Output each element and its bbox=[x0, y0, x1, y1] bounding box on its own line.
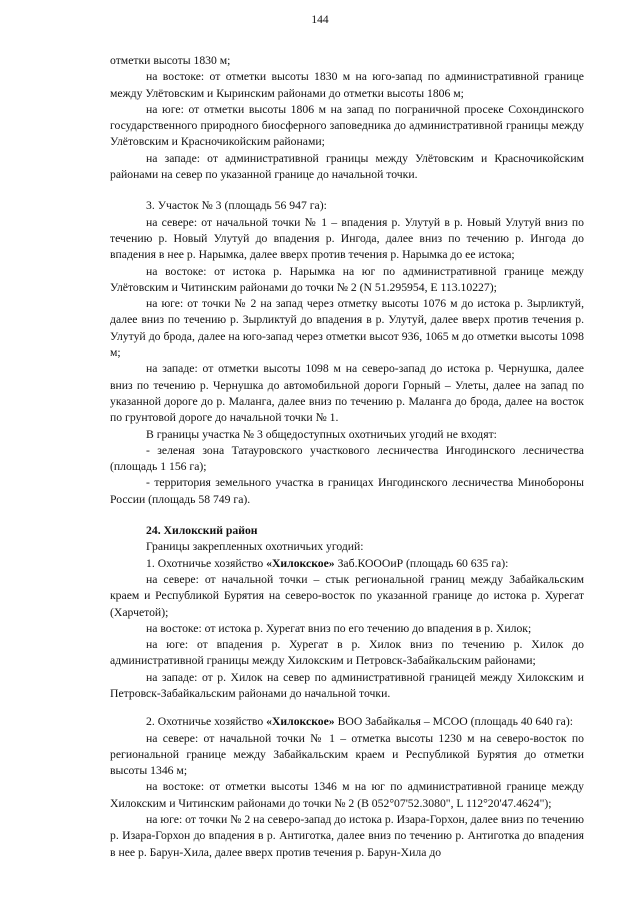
paragraph: на западе: от р. Хилок на север по административной границей между Хилокским и Петровск-Забайкальским районами до начальной точки. bbox=[110, 670, 584, 700]
paragraph: на севере: от начальной точки № 1 – отметка высоты 1230 м на северо-восток по региональной границе между Забайкальским краем и Республикой Бурятия до отметки высоты 1346 м; bbox=[110, 731, 584, 778]
paragraph: на севере: от начальной точки № 1 – впадения р. Улутуй в р. Новый Улутуй вниз по течению р. Новый Улутуй до впадения р. Ингода, далее вниз по течению р. Ингода до впадения в нее р. Нарымка, далее вверх против течения р. Нарымка до ее истока; bbox=[110, 215, 584, 262]
paragraph: В границы участка № 3 общедоступных охотничьих угодий не входят: bbox=[146, 427, 497, 441]
page-number: 144 bbox=[311, 14, 329, 26]
list-item: - территория земельного участка в границах Ингодинского лесничества Минобороны России (площадь 58 749 га). bbox=[110, 476, 584, 506]
document-body bbox=[110, 53, 584, 861]
title-prefix: 2. Охотничье хозяйство bbox=[146, 715, 267, 729]
hunting-farm-title bbox=[110, 714, 584, 730]
paragraph: на севере: от начальной точки – стык региональной границ между Забайкальским краем и Республикой Бурятия на северо-восток по указанной границе до истока р. Хурегат (Харчетой); bbox=[110, 572, 584, 619]
paragraph: на востоке: от истока р. Нарымка на юг по административной границе между Улётовским и Читинским районами до точки № 2 (N 51.295954, E 113.10227); bbox=[110, 264, 584, 294]
paragraph: на юге: от отметки высоты 1806 м на запад по пограничной просеке Сохондинского государственного природного биосферного заповедника до административной границы между Улётовским и Красночикойским районами; bbox=[110, 102, 584, 149]
hunting-farm-title bbox=[110, 556, 584, 572]
section-title: 3. Участок № 3 (площадь 56 947 га): bbox=[146, 199, 327, 213]
title-suffix: ВОО Забайкалья – МСОО (площадь 40 640 га): bbox=[334, 715, 574, 729]
paragraph: на юге: от впадения р. Хурегат в р. Хилок вниз по течению р. Хилок до административной границы между Хилокским и Петровск-Забайкальским районами; bbox=[110, 638, 584, 668]
district-heading: 24. Хилокский район bbox=[146, 524, 258, 538]
farm-name: «Хилокское» bbox=[266, 715, 335, 729]
farm-name: «Хилокское» bbox=[266, 556, 335, 570]
paragraph: на юге: от точки № 2 на запад через отметку высоты 1076 м до истока р. Зырликтуй, далее вниз по течению р. Зырликтуй до впадения в р. Улутуй, далее вверх против течения р. Улутуй до брода, далее на юго-запад через отметки высот 936, 1065 м до отметки высоты 1098 м; bbox=[110, 297, 584, 360]
title-prefix: 1. Охотничье хозяйство bbox=[146, 556, 267, 570]
paragraph: Границы закрепленных охотничьих угодий: bbox=[146, 540, 364, 554]
list-item: - зеленая зона Татауровского участкового лесничества Ингодинского лесничества (площадь 1 156 га); bbox=[110, 443, 584, 474]
paragraph: на юге: от точки № 2 на северо-запад до истока р. Изара-Горхон, далее вниз по течению р. Изара-Горхон до впадения в р. Антиготка, далее вниз по течению р. Антиготка до впадения в нее р. Барун-Хила, далее вверх против течения р. Барун-Хила до bbox=[110, 813, 584, 859]
paragraph: на востоке: от отметки высоты 1346 м на юг по административной границе между Хилокским и Читинским районами до точки № 2 (B 052°07'52.3080", L 112°20'47.4624"); bbox=[110, 780, 584, 810]
paragraph: отметки высоты 1830 м; bbox=[110, 54, 231, 67]
paragraph: на востоке: от отметки высоты 1830 м на юго-запад по административной границе между Улётовским и Кыринским районами до отметки высоты 1806 м; bbox=[110, 70, 584, 100]
paragraph: на западе: от административной границы между Улётовским и Красночикойским районами на север по указанной границе до начальной точки. bbox=[110, 151, 584, 182]
paragraph: на востоке: от истока р. Хурегат вниз по его течению до впадения в р. Хилок; bbox=[146, 621, 532, 635]
title-suffix: Заб.КОООиР (площадь 60 635 га): bbox=[334, 556, 509, 570]
paragraph: на западе: от отметки высоты 1098 м на северо-запад до истока р. Чернушка, далее вниз по течению р. Чернушка до автомобильной дороги Горный – Улеты, далее на запад по указанной дороге до р. Маланга, далее вниз по течению р. Маланга до брода, далее на восток по грунтовой дороге до начальной точки № 1. bbox=[110, 362, 584, 425]
